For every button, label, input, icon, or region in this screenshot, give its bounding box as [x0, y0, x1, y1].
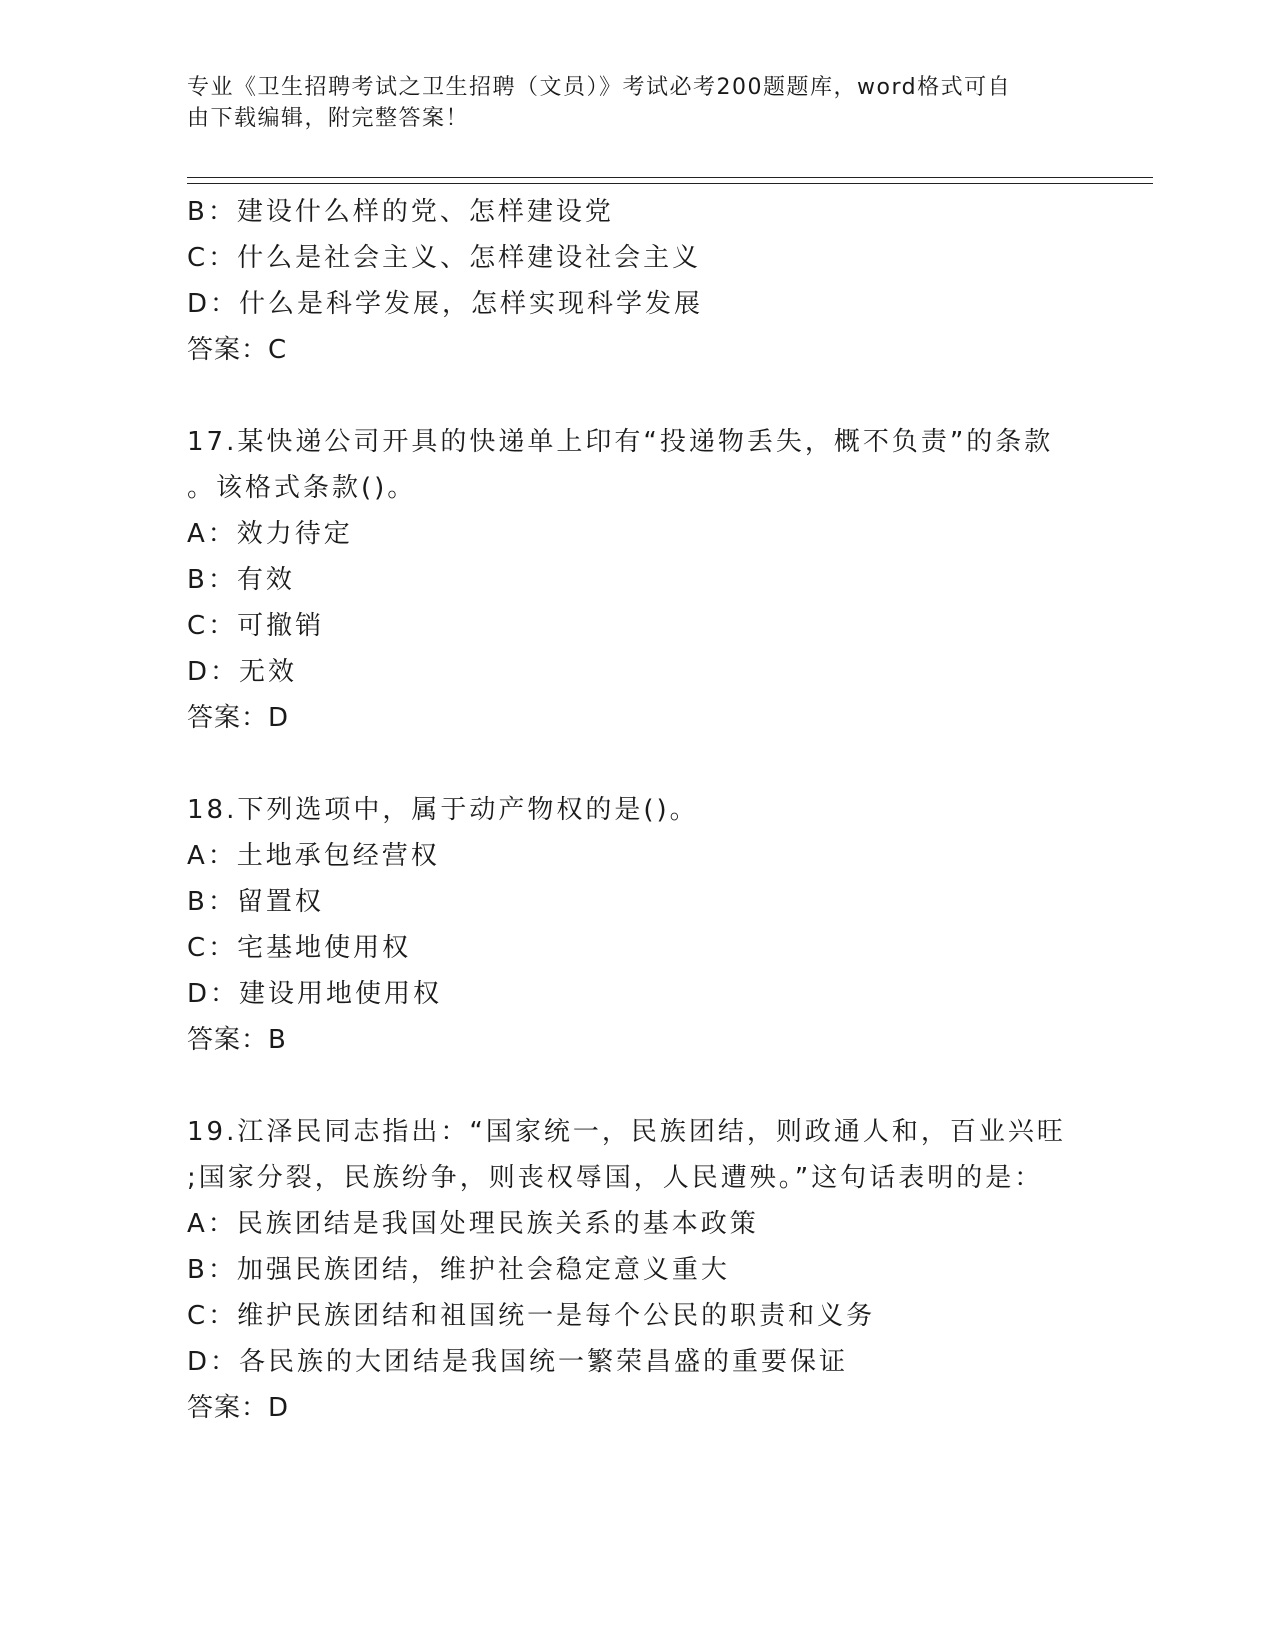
spacer: [187, 373, 1087, 419]
option-d: D：什么是科学发展，怎样实现科学发展: [187, 289, 704, 319]
option-c: C：宅基地使用权: [187, 933, 412, 963]
question-stem: 17.某快递公司开具的快递单上印有“投递物丢失，概不负责”的条款: [187, 427, 1054, 457]
question-17: [187, 419, 1087, 741]
option-d: D：各民族的大团结是我国统一繁荣昌盛的重要保证: [187, 1347, 849, 1377]
option-b: B：有效: [187, 565, 295, 595]
option-b: B：建设什么样的党、怎样建设党: [187, 197, 614, 227]
question-stem-cont: 。该格式条款()。: [187, 473, 417, 503]
option-a: A：民族团结是我国处理民族关系的基本政策: [187, 1209, 759, 1239]
option-d: D：无效: [187, 657, 298, 687]
option-b: B：加强民族团结，维护社会稳定意义重大: [187, 1255, 730, 1285]
option-a: A：效力待定: [187, 519, 353, 549]
question-19: [187, 1109, 1087, 1431]
document-body: [187, 189, 1087, 1431]
option-c: C：维护民族团结和祖国统一是每个公民的职责和义务: [187, 1301, 876, 1331]
answer-line: 答案：D: [187, 1393, 290, 1423]
answer-line: 答案：D: [187, 703, 290, 733]
question-18: [187, 787, 1087, 1063]
answer-line: 答案：C: [187, 335, 288, 365]
answer-line: 答案：B: [187, 1025, 287, 1055]
page-header: [187, 72, 1087, 134]
option-d: D：建设用地使用权: [187, 979, 443, 1009]
spacer: [187, 741, 1087, 787]
question-stem: 18.下列选项中，属于动产物权的是()。: [187, 795, 699, 825]
header-line-1: 专业《卫生招聘考试之卫生招聘（文员）》考试必考200题题库，word格式可自: [187, 75, 1012, 100]
option-c: C：可撤销: [187, 611, 325, 641]
header-divider: [187, 177, 1153, 184]
question-16-continued: [187, 189, 1087, 373]
spacer: [187, 1063, 1087, 1109]
header-line-2: 由下载编辑，附完整答案！: [187, 106, 470, 131]
option-c: C：什么是社会主义、怎样建设社会主义: [187, 243, 702, 273]
option-a: A：土地承包经营权: [187, 841, 440, 871]
option-b: B：留置权: [187, 887, 324, 917]
question-stem-cont: ;国家分裂，民族纷争，则丧权辱国，人民遭殃。”这句话表明的是：: [187, 1163, 1044, 1193]
question-stem: 19.江泽民同志指出：“国家统一，民族团结，则政通人和，百业兴旺: [187, 1117, 1066, 1147]
